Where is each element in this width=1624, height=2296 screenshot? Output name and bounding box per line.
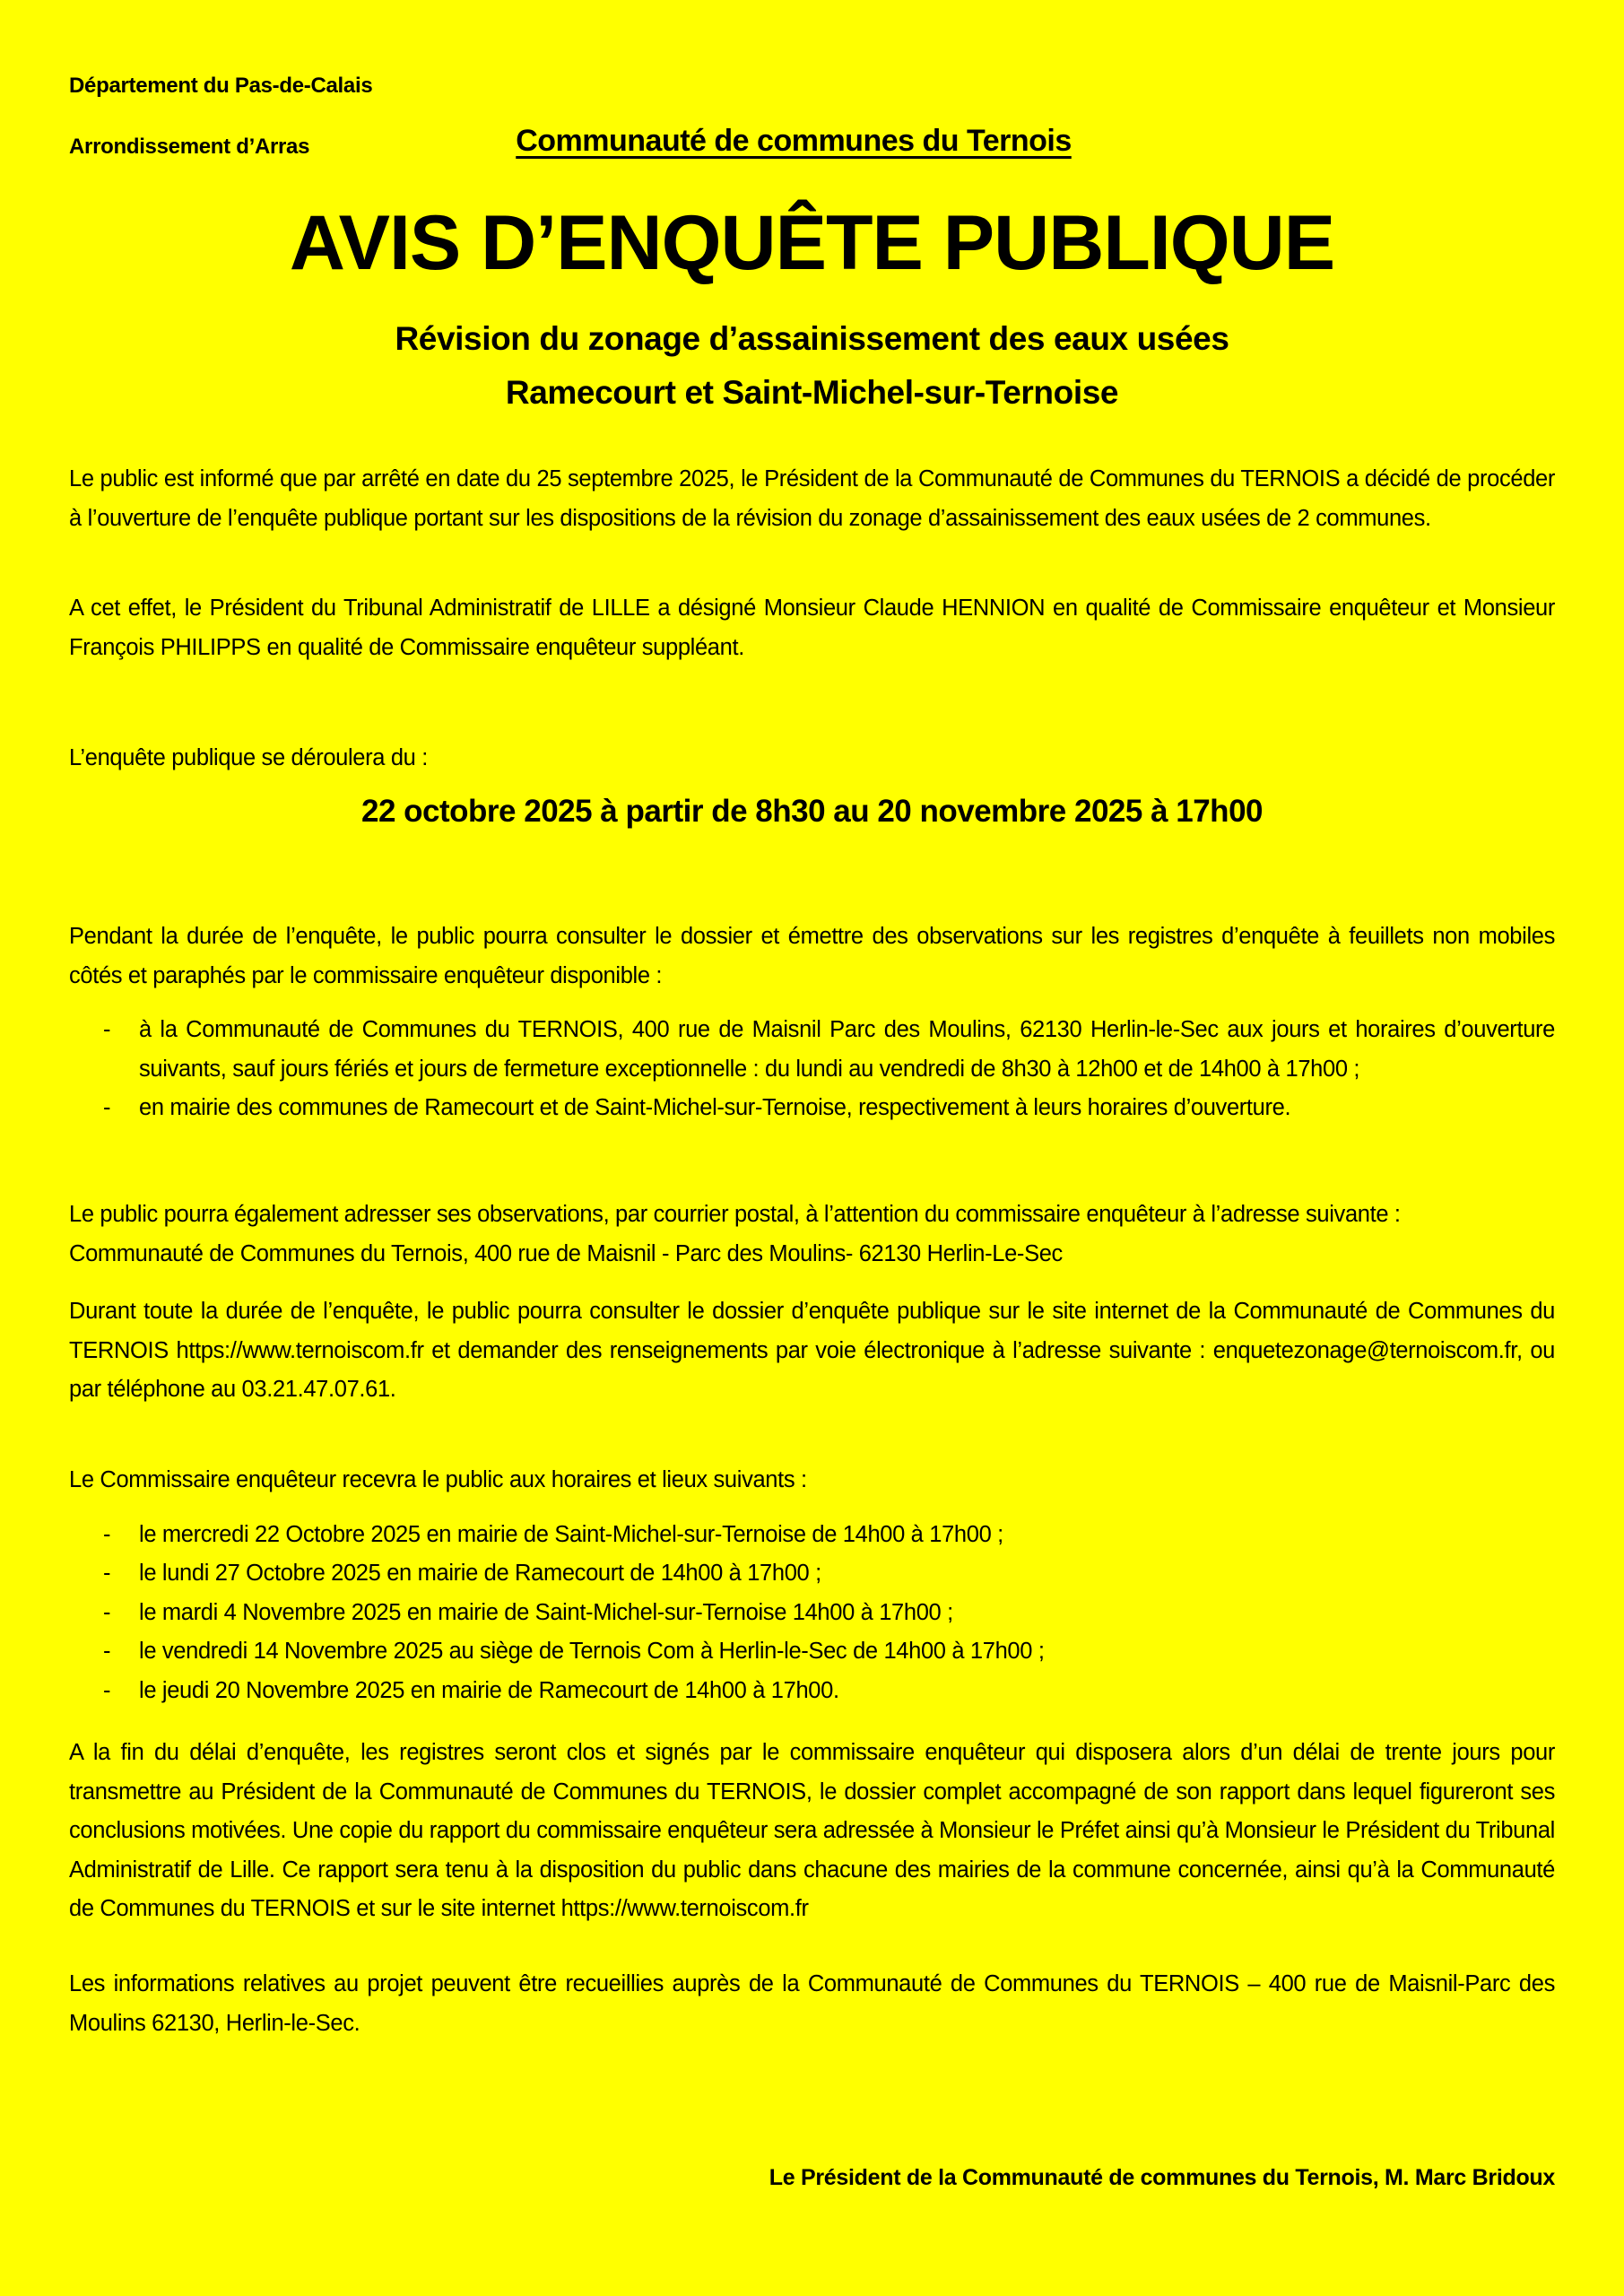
list-item bbox=[69, 1011, 1555, 1089]
dash-bullet: - bbox=[103, 1017, 111, 1042]
organization-heading: Communauté de communes du Ternois bbox=[516, 124, 1072, 158]
dash-bullet: - bbox=[103, 1639, 111, 1664]
postal-address: Communauté de Communes du Ternois, 400 rue de Maisnil - Parc des Moulins- 62130 Herlin-Le-Sec bbox=[69, 1240, 1063, 1266]
list-item bbox=[69, 1672, 1555, 1711]
postal-section bbox=[69, 1196, 1555, 1274]
list-item-text: le lundi 27 Octobre 2025 en mairie de Ramecourt de 14h00 à 17h00 ; bbox=[139, 1561, 821, 1586]
closing-paragraph bbox=[69, 1734, 1555, 1929]
consultation-places-list bbox=[69, 1011, 1555, 1128]
department-label: Département du Pas-de-Calais bbox=[69, 74, 373, 98]
inquiry-period-dates: 22 octobre 2025 à partir de 8h30 au 20 novembre 2025 à 17h00 bbox=[361, 794, 1263, 829]
list-item-text: le mercredi 22 Octobre 2025 en mairie de Saint-Michel-sur-Ternoise de 14h00 à 17h00 ; bbox=[139, 1521, 1003, 1547]
period-intro-text: L’enquête publique se déroulera du : bbox=[69, 745, 428, 770]
commissioner-text: A cet effet, le Président du Tribunal Administratif de LILLE a désigné Monsieur Claude HENNION en qualité de Commissaire enquêteur et Monsieur François PHILIPPS en qualité de Commissaire enquêteur suppléant. bbox=[69, 596, 1555, 660]
list-item-text: à la Communauté de Communes du TERNOIS, 400 rue de Maisnil Parc des Moulins, 62130 Herlin-le-Sec aux jours et horaires d’ouverture suivants, sauf jours fériés et jours de fermeture exceptionnelle : du lundi au vendredi de 8h30 à 12h00 et de 14h00 à 17h00 ; bbox=[139, 1017, 1555, 1082]
dash-bullet: - bbox=[103, 1561, 111, 1586]
permanences-intro: Le Commissaire enquêteur recevra le public aux horaires et lieux suivants : bbox=[69, 1467, 807, 1492]
information-text: Les informations relatives au projet peuvent être recueillies auprès de la Communauté de Communes du TERNOIS – 400 rue de Maisnil-Parc des Moulins 62130, Herlin-le-Sec. bbox=[69, 1971, 1555, 2036]
subtitle-line-2: Ramecourt et Saint-Michel-sur-Ternoise bbox=[505, 374, 1119, 411]
notice-title: AVIS D’ENQUÊTE PUBLIQUE bbox=[289, 200, 1335, 286]
list-item-text: le jeudi 20 Novembre 2025 en mairie de Ramecourt de 14h00 à 17h00. bbox=[139, 1677, 839, 1703]
commissioner-paragraph bbox=[69, 589, 1555, 667]
list-item bbox=[69, 1554, 1555, 1594]
list-item-text: le vendredi 14 Novembre 2025 au siège de Ternois Com à Herlin-le-Sec de 14h00 à 17h00 ; bbox=[139, 1639, 1045, 1664]
online-text: Durant toute la durée de l’enquête, le public pourra consulter le dossier d’enquête publique sur le site internet de la Communauté de Communes du TERNOIS https://www.ternoiscom.fr et demander des renseignements par voie électronique à l’adresse suivante : enquetezonage@ternoiscom.fr, ou par téléphone au 03.21.47.07.61. bbox=[69, 1299, 1555, 1402]
list-item bbox=[69, 1089, 1555, 1128]
permanences-list bbox=[69, 1516, 1555, 1711]
subtitle-line-1: Révision du zonage d’assainissement des eaux usées bbox=[395, 320, 1229, 357]
dash-bullet: - bbox=[103, 1521, 111, 1547]
dash-bullet: - bbox=[103, 1095, 111, 1120]
intro-text: Le public est informé que par arrêté en date du 25 septembre 2025, le Président de la Communauté de Communes du TERNOIS a décidé de procéder à l’ouverture de l’enquête publique portant sur les dispositions de la révision du zonage d’assainissement des eaux usées de 2 communes. bbox=[69, 466, 1555, 531]
postal-text: Le public pourra également adresser ses observations, par courrier postal, à l’attention du commissaire enquêteur à l’adresse suivante : bbox=[69, 1202, 1401, 1227]
list-item bbox=[69, 1594, 1555, 1633]
list-item bbox=[69, 1632, 1555, 1672]
dash-bullet: - bbox=[103, 1677, 111, 1703]
list-item bbox=[69, 1516, 1555, 1555]
list-item-text: en mairie des communes de Ramecourt et de Saint-Michel-sur-Ternoise, respectivement à leurs horaires d’ouverture. bbox=[139, 1095, 1291, 1120]
signature: Le Président de la Communauté de communes du Ternois, M. Marc Bridoux bbox=[769, 2165, 1555, 2190]
permanences-section bbox=[69, 1461, 1555, 1710]
intro-paragraph bbox=[69, 460, 1555, 538]
period-intro bbox=[69, 739, 1555, 778]
dash-bullet: - bbox=[103, 1599, 111, 1625]
information-paragraph bbox=[69, 1965, 1555, 2043]
consultation-section bbox=[69, 918, 1555, 1128]
online-section bbox=[69, 1292, 1555, 1410]
list-item-text: le mardi 4 Novembre 2025 en mairie de Saint-Michel-sur-Ternoise 14h00 à 17h00 ; bbox=[139, 1599, 953, 1625]
consultation-text: Pendant la durée de l’enquête, le public pourra consulter le dossier et émettre des observations sur les registres d’enquête à feuillets non mobiles côtés et paraphés par le commissaire enquêteur disponible : bbox=[69, 924, 1555, 988]
closing-text: A la fin du délai d’enquête, les registres seront clos et signés par le commissaire enquêteur qui disposera alors d’un délai de trente jours pour transmettre au Président de la Communauté de Communes du TERNOIS, le dossier complet accompagné de son rapport dans lequel figureront ses conclusions motivées. Une copie du rapport du commissaire enquêteur sera adressée à Monsieur le Préfet ainsi qu’à Monsieur le Président du Tribunal Administratif de Lille. Ce rapport sera tenu à la disposition du public dans chacune des mairies de la commune concernée, ainsi qu’à la Communauté de Communes du TERNOIS et sur le site internet https://www.ternoiscom.fr bbox=[69, 1740, 1555, 1921]
arrondissement-label: Arrondissement d’Arras bbox=[69, 135, 310, 159]
